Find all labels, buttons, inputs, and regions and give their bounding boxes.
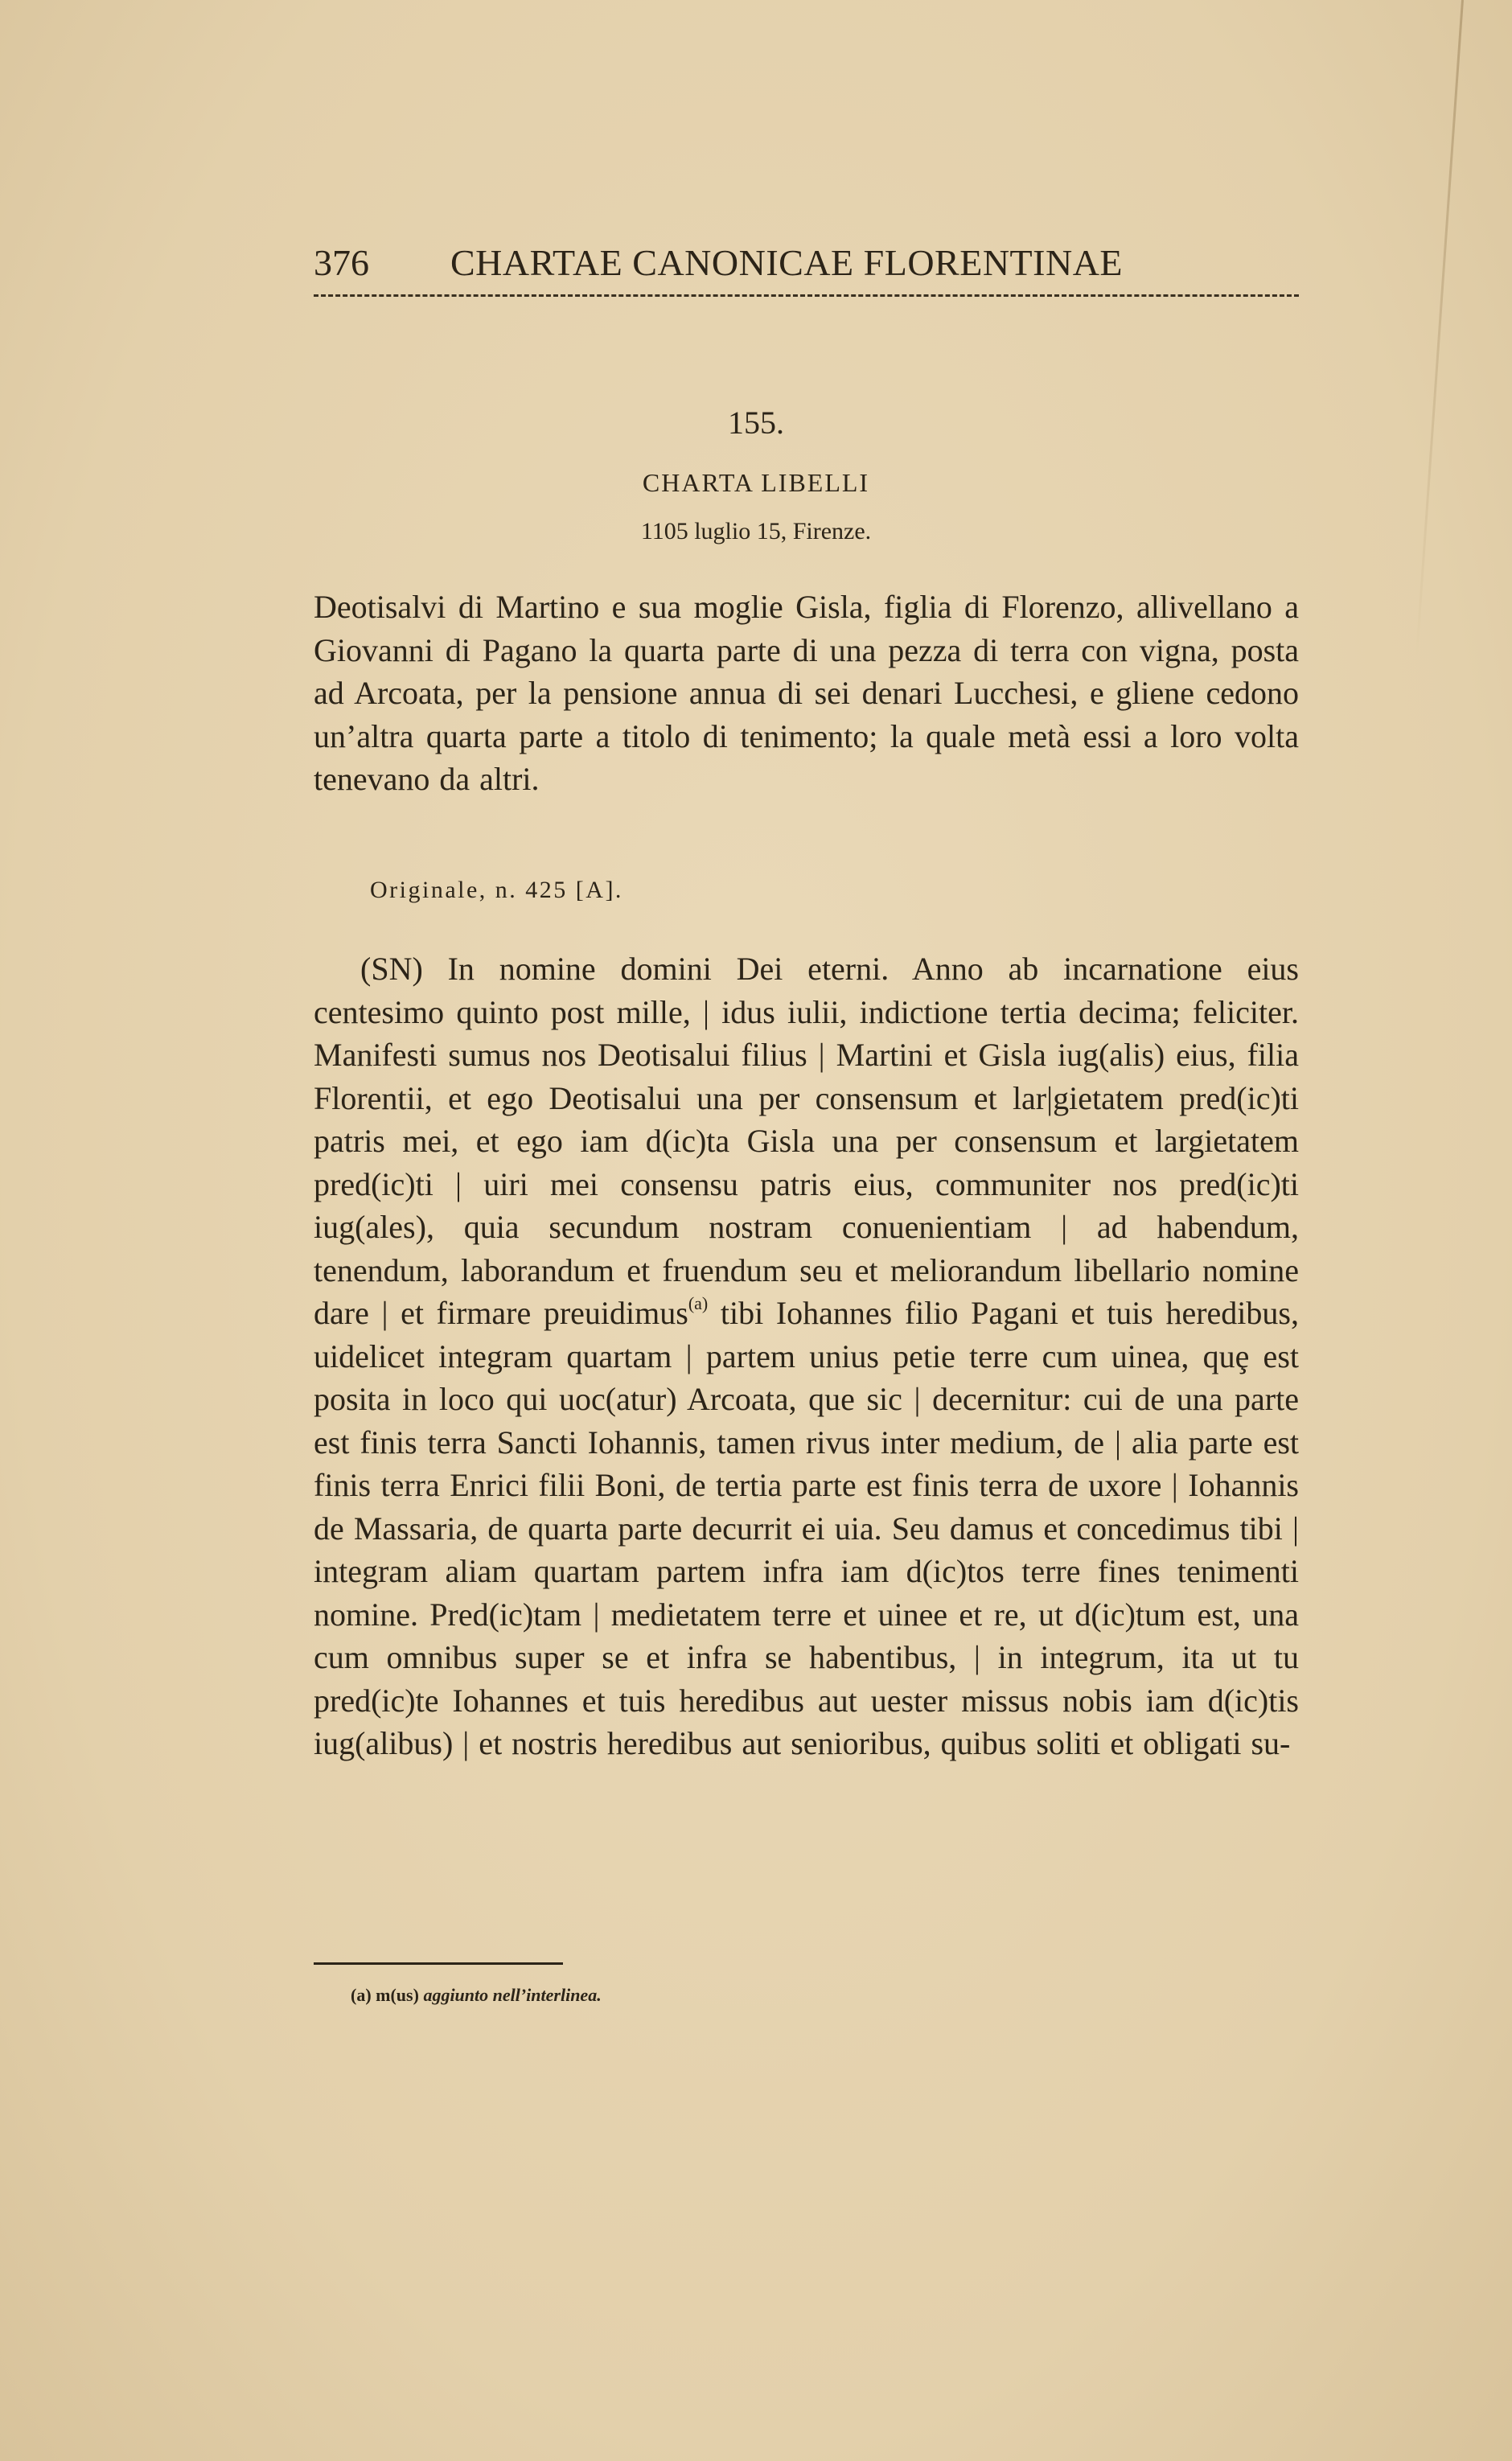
charter-text-part2: tibi Iohannes filio Pagani et tuis heredibus, uidelicet integram quartam | partem unius petie terre cum uinea, quȩ est posita in loco qui uoc(atur) Arcoata, que sic | decernitur: cui de una parte est finis terra Sancti Iohannis, tamen rivus inter medium, de | alia parte est finis terra Enrici filii Boni, de tertia parte est finis terra de uxore | Iohannis de Massaria, de quarta parte decurrit ei uia. Seu damus et concedimus tibi | integram aliam quartam partem infra iam d(ic)tos terre fines tenimenti nomine. Pred(ic)tam | medietatem terre et uinee et re, ut d(ic)tum est, una cum omnibus super se et infra se habentibus, | in integrum, ita ut tu pred(ic)te Iohannes et tuis heredibus aut uester missus nobis iam d(ic)tis iug(alibus) | et nostris heredibus aut senioribus, quibus soliti et obligati su- (314, 1295, 1299, 1761)
header-rule (314, 294, 1299, 297)
document-title: CHARTA LIBELLI (642, 468, 870, 497)
footnote-text: m(us) (376, 1985, 419, 2005)
charter-text (314, 947, 1299, 1765)
page-number: 376 (314, 242, 369, 283)
footnote (351, 1985, 602, 2006)
page-crease (1415, 0, 1464, 658)
document-date: 1105 luglio 15, Firenze. (640, 518, 872, 544)
footnote-rule (314, 1962, 563, 1965)
footnote-reference: (a) (688, 1293, 709, 1313)
source-note: Originale, n. 425 [A]. (370, 877, 623, 903)
footnote-note: aggiunto nell’interlinea. (423, 1985, 602, 2005)
page-header (314, 241, 1299, 298)
footnote-marker: (a) (351, 1985, 372, 2005)
running-title: CHARTAE CANONICAE FLORENTINAE (450, 242, 1124, 283)
charter-text-part1: (SN) In nomine domini Dei eterni. Anno ab incarnatione eius centesimo quinto post mille, | idus iulii, indictione tertia decima; feliciter. Manifesti sumus nos Deotisalui filius | Martini et Gisla iug(alis) eius, filia Florentii, et ego Deotisalui una per consensum et lar|gietatem pred(ic)ti patris mei, et ego iam d(ic)ta Gisla una per consensum et largietatem pred(ic)ti | uiri mei consensu patris eius, communiter nos pred(ic)ti iug(ales), quia secundum nostram conuenientiam | ad habendum, tenendum, laborandum et fruendum seu et meliorandum libellario nomine dare | et firmare preuidimus (314, 951, 1299, 1331)
document-number: 155. (728, 405, 784, 441)
summary-paragraph: Deotisalvi di Martino e sua moglie Gisla, figlia di Florenzo, allivellano a Giovanni di Pagano la quarta parte di una pezza di terra con vigna, posta ad Arcoata, per la pensione annua di sei denari Lucchesi, e gliene cedono un’altra quarta parte a titolo di tenimento; la quale metà essi a loro volta tenevano da altri. (314, 589, 1299, 797)
